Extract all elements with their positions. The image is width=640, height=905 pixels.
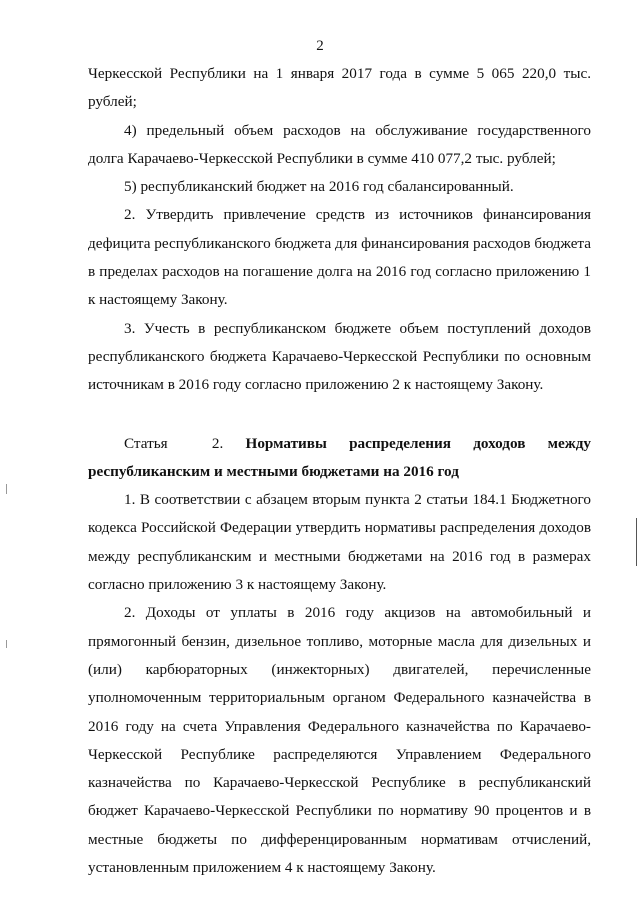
scan-speck (6, 640, 7, 648)
paragraph-continuation: Черкесской Республики на 1 января 2017 года в сумме 5 065 220,0 тыс. рублей; (88, 65, 591, 111)
paragraph-item-5: 5) республиканский бюджет на 2016 год сбалансированный. (124, 178, 514, 196)
section-spacer (88, 400, 591, 430)
paragraph-item-4: 4) предельный объем расходов на обслуживание государственного долга Карачаево-Черкесской Республики в сумме 410 077,2 тыс. рублей; (88, 121, 591, 167)
page-number: 2 (316, 38, 324, 54)
paragraph-clause-2: 2. Утвердить привлечение средств из источников финансирования дефицита республиканского бюджета для финансирования расходов бюджета в пределах расходов на погашение долга на 2016 год согласно приложению 1 к настоящему Закону. (88, 206, 591, 309)
article-paragraph-1: 1. В соответствии с абзацем вторым пункта 2 статьи 184.1 Бюджетного кодекса Российской Федерации утвердить нормативы распределения доходов между республиканским и местными бюджетами на 2016 год в размерах согласно приложению 3 к настоящему Закону. (88, 491, 591, 594)
article-heading: Нормативы распределения доходов между республиканским и местными бюджетами на 2016 год (88, 434, 592, 480)
paragraph-clause-3: 3. Учесть в республиканском бюджете объем поступлений доходов республиканского бюджета Карачаево-Черкесской Республики по основным источникам в 2016 году согласно приложению 2 к настоящему Закону. (88, 319, 591, 394)
scan-margin-mark (636, 518, 637, 566)
article-title (88, 430, 591, 487)
article-paragraph-2: 2. Доходы от уплаты в 2016 году акцизов на автомобильный и прямогонный бензин, дизельное топливо, моторные масла для дизельных и (или) карбюраторных (инжекторных) двигателей, перечисленные уполномоченным территориальным органом Федерального казначейства в 2016 году на счета Управления Федерального казначейства по Карачаево-Черкесской Республике распределяются Управлением Федерального казначейства по Карачаево-Черкесской Республике в республиканский бюджет Карачаево-Черкесской Республики по нормативу 90 процентов и в местные бюджеты по дифференцированным нормативам отчислений, установленным приложением 4 к настоящему Закону. (88, 604, 591, 877)
scan-speck (6, 484, 7, 494)
article-label: Статья 2. (124, 434, 224, 452)
document-body (88, 60, 591, 882)
